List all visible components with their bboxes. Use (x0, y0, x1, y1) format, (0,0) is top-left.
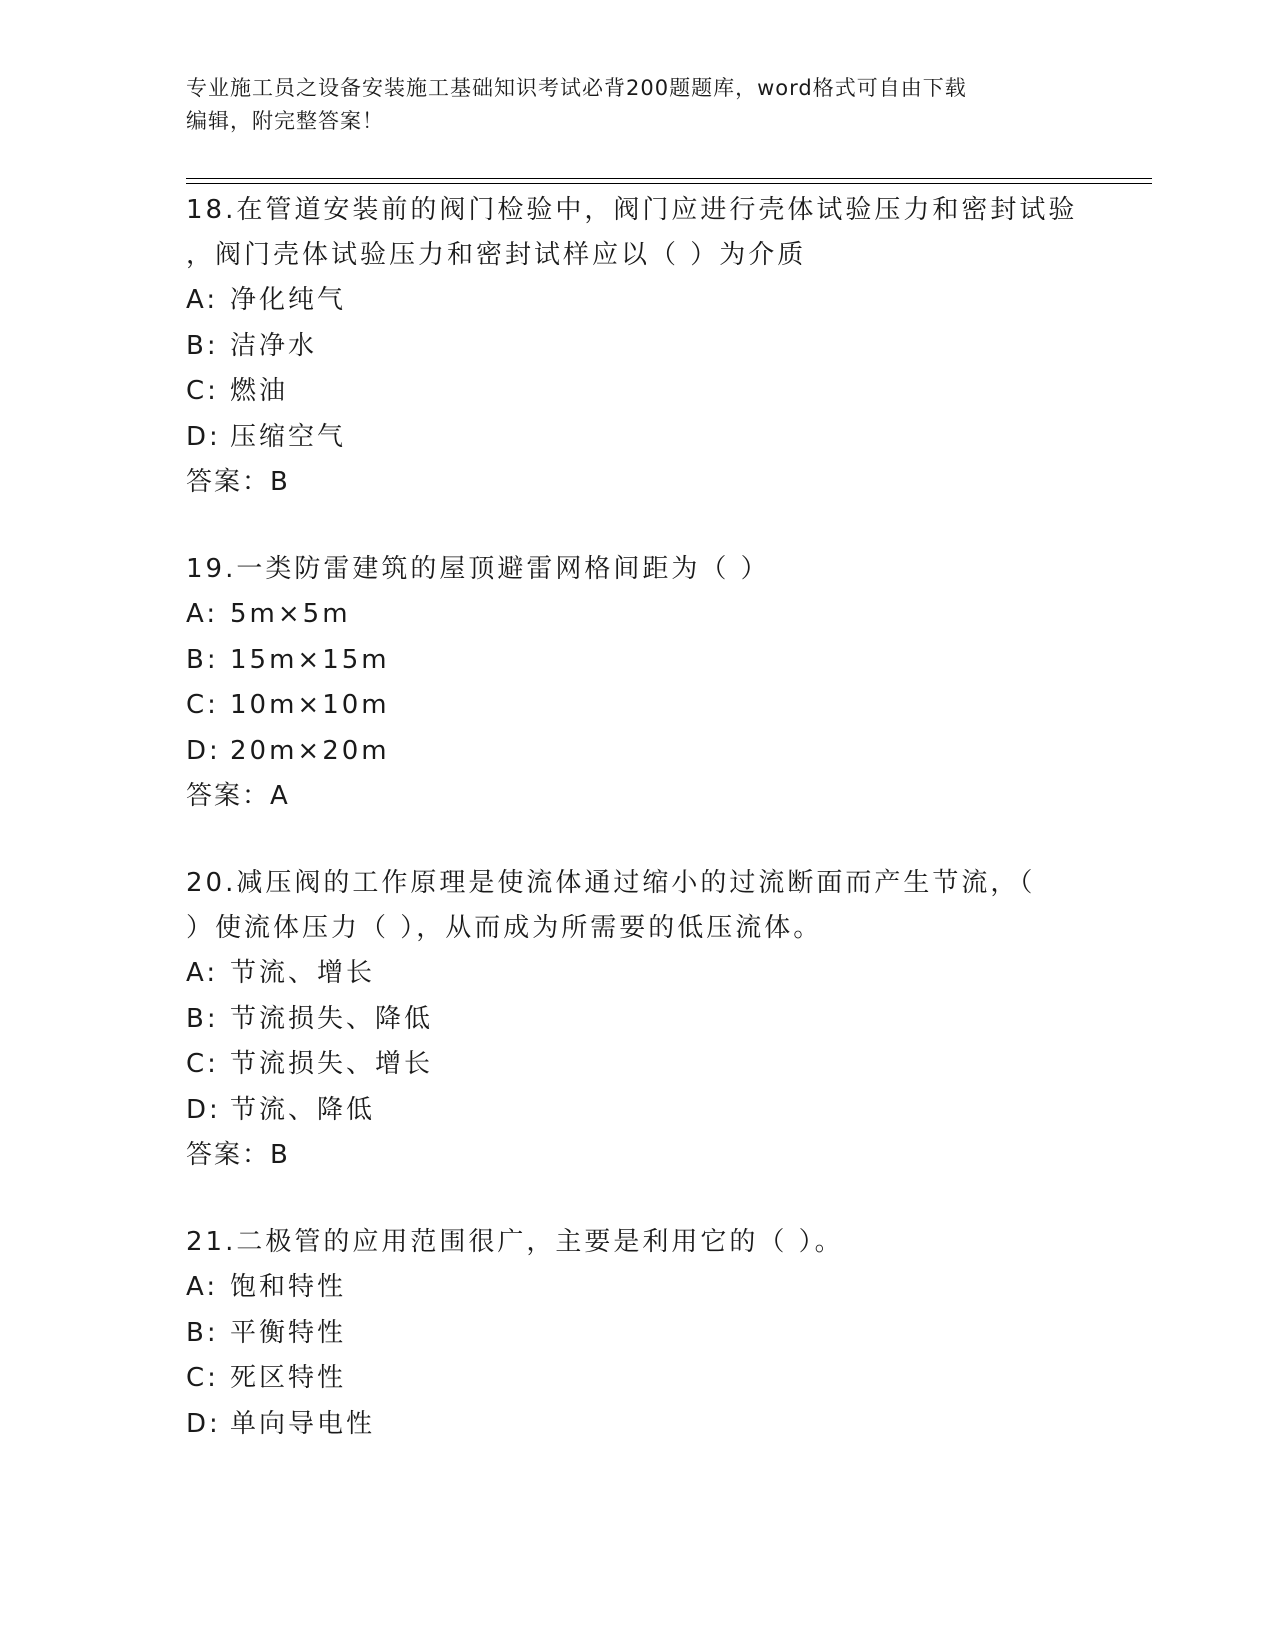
option-d (186, 1402, 1126, 1448)
option-text: 节流损失、增长 (230, 1049, 434, 1079)
option-key: B: (186, 1003, 219, 1034)
option-text: 洁净水 (230, 330, 318, 361)
option-b (186, 997, 1126, 1043)
header-divider-bottom (186, 183, 1152, 184)
question-19 (186, 547, 1126, 819)
option-key: C: (186, 690, 219, 720)
question-20 (186, 861, 1126, 1178)
question-stem-line: ，阀门壳体试验压力和密封试样应以（ ）为介质 (186, 240, 807, 270)
question-list (186, 188, 1126, 1447)
option-a (186, 951, 1126, 997)
question-stem-line: 21.二极管的应用范围很广，主要是利用它的（ ）。 (186, 1227, 844, 1257)
option-key: D: (186, 1408, 221, 1439)
question-18 (186, 188, 1126, 505)
option-b (186, 638, 1126, 684)
header-line-1: 专业施工员之设备安装施工基础知识考试必背200题题库，word格式可自由下载 (186, 76, 967, 100)
option-a (186, 592, 1126, 638)
question-stem-line: 20.减压阀的工作原理是使流体通过缩小的过流断面而产生节流，（ (186, 868, 1036, 898)
option-key: A: (186, 599, 219, 629)
option-text: 饱和特性 (230, 1272, 347, 1302)
question-stem-line: 18.在管道安装前的阀门检验中，阀门应进行壳体试验压力和密封试验 (186, 195, 1078, 225)
option-key: A: (186, 1272, 219, 1302)
question-21 (186, 1220, 1126, 1447)
option-key: A: (186, 958, 219, 988)
option-c (186, 683, 1126, 729)
option-key: D: (186, 735, 221, 766)
option-d (186, 1088, 1126, 1134)
option-b (186, 324, 1126, 370)
question-stem (186, 861, 1126, 951)
option-d (186, 729, 1126, 775)
answer-line: 答案：B (186, 1140, 290, 1170)
option-b (186, 1311, 1126, 1357)
option-key: C: (186, 1363, 219, 1393)
header-line-2: 编辑，附完整答案！ (186, 109, 384, 133)
answer-line: 答案：B (186, 467, 290, 497)
option-text: 20m×20m (230, 735, 390, 766)
option-text: 平衡特性 (230, 1317, 347, 1348)
option-key: C: (186, 376, 219, 406)
option-c (186, 1356, 1126, 1402)
option-key: D: (186, 421, 221, 452)
option-c (186, 1042, 1126, 1088)
question-stem (186, 1220, 1126, 1265)
option-d (186, 415, 1126, 461)
option-text: 压缩空气 (230, 421, 347, 452)
option-a (186, 1265, 1126, 1311)
option-key: B: (186, 330, 219, 361)
option-text: 死区特性 (230, 1363, 347, 1393)
option-c (186, 369, 1126, 415)
option-a (186, 278, 1126, 324)
option-text: 燃油 (230, 376, 289, 406)
question-stem-line: 19.一类防雷建筑的屋顶避雷网格间距为（ ） (186, 554, 770, 584)
header-divider-top (186, 178, 1152, 179)
option-text: 15m×15m (230, 644, 390, 675)
document-header (186, 72, 1086, 138)
option-key: D: (186, 1094, 221, 1125)
question-stem (186, 547, 1126, 592)
option-key: B: (186, 1317, 219, 1348)
option-text: 10m×10m (230, 690, 390, 720)
question-stem (186, 188, 1126, 278)
option-text: 节流、降低 (230, 1094, 376, 1125)
option-text: 单向导电性 (230, 1408, 376, 1439)
answer-line: 答案：A (186, 781, 290, 811)
option-key: C: (186, 1049, 219, 1079)
option-key: A: (186, 285, 219, 315)
option-text: 节流损失、降低 (230, 1003, 434, 1034)
option-text: 节流、增长 (230, 958, 376, 988)
option-text: 净化纯气 (230, 285, 347, 315)
question-stem-line: ）使流体压力（ ），从而成为所需要的低压流体。 (186, 913, 823, 943)
option-text: 5m×5m (230, 599, 351, 629)
option-key: B: (186, 644, 219, 675)
